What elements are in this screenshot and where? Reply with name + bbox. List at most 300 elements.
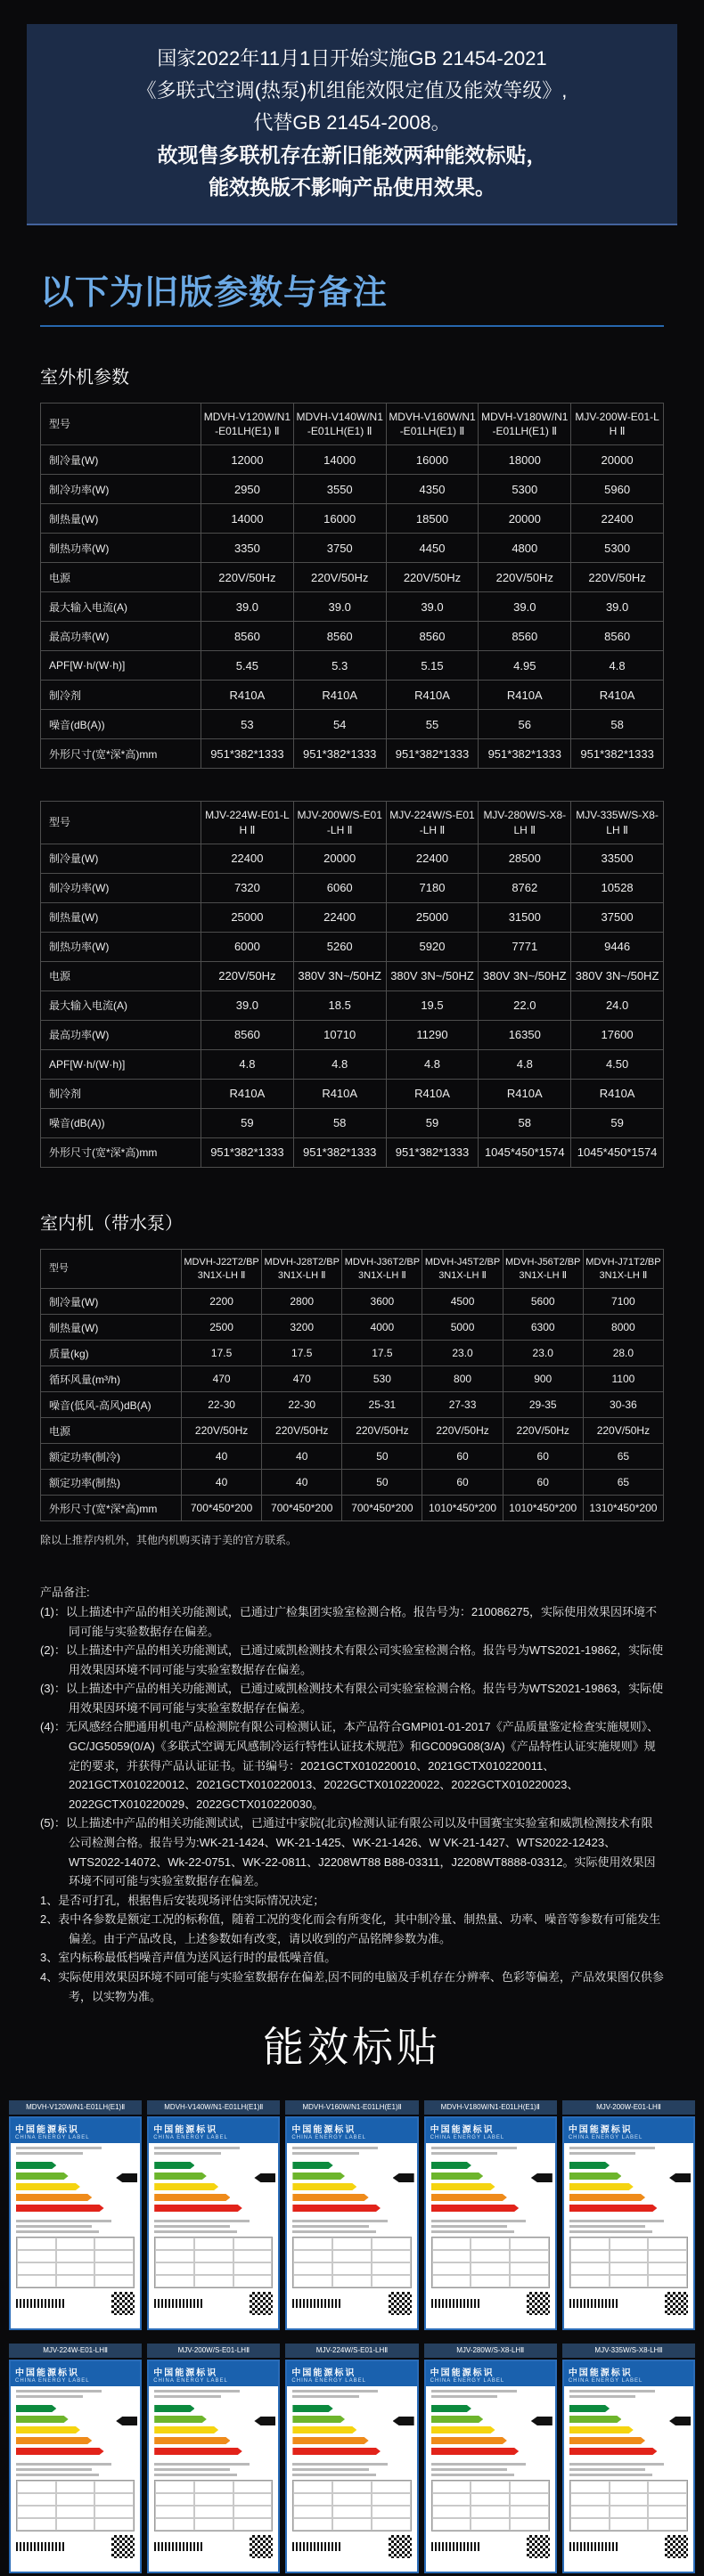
- table-row: [41, 961, 664, 990]
- value-cell: 951*382*1333: [293, 1137, 386, 1167]
- energy-label-item: [285, 2100, 418, 2330]
- text-line-placeholder: [16, 2395, 83, 2398]
- label-spec-cell: [94, 2493, 134, 2506]
- label-info-lines: [149, 2459, 278, 2476]
- china-energy-label-title: 中国能源标识: [430, 2368, 495, 2378]
- label-spec-cell: [293, 2262, 332, 2275]
- value-cell: 16000: [293, 504, 386, 534]
- label-spec-cell: [94, 2250, 134, 2262]
- label-spec-cell: [17, 2506, 56, 2518]
- model-header-cell: MDVH-J45T2/BP3N1X-LH Ⅱ: [422, 1249, 503, 1289]
- energy-label-model-name: MJV-200W/S-E01-LHⅡ: [147, 2344, 280, 2358]
- text-line-placeholder: [154, 2463, 250, 2466]
- label-info-lines: [149, 2386, 278, 2398]
- label-spec-cell: [293, 2481, 332, 2493]
- label-spec-cell: [432, 2262, 471, 2275]
- china-energy-label-subtitle: CHINA ENERGY LABEL: [15, 2135, 90, 2140]
- indoor-unit-heading: 室内机（带水泵）: [40, 1213, 183, 1234]
- model-header-cell: MJV-224W-E01-LH Ⅱ: [201, 802, 294, 844]
- notice-line-4: 故现售多联机存在新旧能效两种能效标贴，: [157, 143, 547, 167]
- value-cell: 12000: [201, 445, 294, 475]
- value-cell: 380V 3N~/50HZ: [479, 961, 571, 990]
- value-cell: 4.8: [386, 1049, 479, 1079]
- label-spec-cell: [570, 2275, 610, 2287]
- value-cell: 8560: [386, 622, 479, 651]
- text-line-placeholder: [154, 2468, 230, 2471]
- value-cell: 8560: [571, 622, 664, 651]
- efficiency-tier-4: [292, 2437, 368, 2444]
- efficiency-tier-3: [292, 2183, 356, 2190]
- label-spec-cell: [432, 2518, 471, 2531]
- value-cell: 530: [342, 1366, 422, 1392]
- value-cell: 17.5: [342, 1341, 422, 1366]
- label-spec-cell: [372, 2518, 411, 2531]
- qr-code: [111, 2535, 135, 2558]
- model-header-cell: MDVH-V180W/N1-E01LH(E1) Ⅱ: [479, 404, 571, 445]
- china-energy-label-subtitle: CHINA ENERGY LABEL: [15, 2378, 90, 2384]
- label-spec-cell: [233, 2506, 273, 2518]
- model-header-cell: MDVH-V140W/N1-E01LH(E1) Ⅱ: [293, 404, 386, 445]
- grade-indicator-arrow: [669, 2417, 691, 2425]
- value-cell: 25000: [201, 902, 294, 932]
- table-row: [41, 1079, 664, 1108]
- china-energy-label-title: 中国能源标识: [291, 2368, 356, 2378]
- efficiency-tier-1: [292, 2405, 332, 2412]
- notice-line-1: 国家2022年11月1日开始实施GB 21454-2021: [157, 47, 547, 69]
- spec-content: [0, 265, 704, 2006]
- efficiency-tier-2: [16, 2416, 69, 2423]
- value-cell: 22.0: [479, 990, 571, 1020]
- energy-label-card: [562, 2116, 695, 2330]
- row-label-cell: 制冷剂: [41, 1079, 201, 1108]
- label-spec-mini-table: [154, 2480, 273, 2531]
- title-underline: [40, 325, 664, 327]
- energy-label-model-name: MDVH-V120W/N1-E01LH(E1)Ⅱ: [9, 2100, 142, 2115]
- energy-label-card: [147, 2360, 280, 2573]
- value-cell: 39.0: [293, 592, 386, 622]
- energy-label-header-band: [149, 2118, 278, 2143]
- value-cell: 220V/50Hz: [262, 1418, 342, 1444]
- efficiency-tier-3: [16, 2183, 80, 2190]
- label-spec-cell: [155, 2493, 194, 2506]
- text-line-placeholder: [431, 2395, 498, 2398]
- value-cell: 5.45: [201, 651, 294, 681]
- table-row: [41, 844, 664, 873]
- value-cell: 2800: [262, 1289, 342, 1315]
- label-spec-cell: [432, 2493, 471, 2506]
- indoor-spec-table: [40, 1249, 664, 1522]
- energy-label-header-band: [149, 2361, 278, 2386]
- label-spec-cell: [56, 2250, 95, 2262]
- label-spec-cell: [56, 2275, 95, 2287]
- notice-line-5: 能效换版不影响产品使用效果。: [209, 175, 495, 199]
- value-cell: 951*382*1333: [201, 1137, 294, 1167]
- table-row: [41, 1392, 664, 1418]
- label-spec-cell: [17, 2262, 56, 2275]
- efficiency-tier-1: [431, 2405, 471, 2412]
- efficiency-tier-2: [292, 2172, 345, 2180]
- table-row: [41, 622, 664, 651]
- energy-label-model-name: MJV-200W-E01-LHⅡ: [562, 2100, 695, 2115]
- label-spec-cell: [570, 2518, 610, 2531]
- model-header-cell: MJV-224W/S-E01-LH Ⅱ: [386, 802, 479, 844]
- text-line-placeholder: [154, 2395, 221, 2398]
- value-cell: 220V/50Hz: [479, 563, 571, 592]
- value-cell: R410A: [293, 681, 386, 710]
- grade-indicator-arrow: [669, 2173, 691, 2182]
- label-bottom-area: [426, 2288, 555, 2315]
- table-row: [41, 932, 664, 961]
- value-cell: 1310*450*200: [583, 1496, 663, 1521]
- model-header-cell: MDVH-J22T2/BP3N1X-LH Ⅱ: [182, 1249, 262, 1289]
- label-spec-cell: [471, 2493, 510, 2506]
- row-label-cell: 循环风量(m³/h): [41, 1366, 182, 1392]
- label-bottom-area: [149, 2288, 278, 2315]
- label-spec-mini-table: [16, 2237, 135, 2288]
- table-row: [41, 1496, 664, 1521]
- table-head: [41, 802, 664, 844]
- efficiency-tier-3: [431, 2426, 495, 2433]
- efficiency-tier-bars: [149, 2157, 278, 2216]
- value-cell: 39.0: [571, 592, 664, 622]
- value-cell: 800: [422, 1366, 503, 1392]
- text-line-placeholder: [16, 2463, 111, 2466]
- grade-indicator-arrow: [116, 2417, 137, 2425]
- row-label-cell: 最高功率(W): [41, 622, 201, 651]
- value-cell: 60: [503, 1470, 583, 1496]
- efficiency-tier-4: [292, 2194, 368, 2201]
- notice-line-3: 代替GB 21454-2008。: [253, 111, 451, 134]
- barcode-block: [154, 2299, 204, 2308]
- energy-label-header-band: [11, 2361, 140, 2386]
- label-spec-cell: [293, 2493, 332, 2506]
- value-cell: 380V 3N~/50HZ: [386, 961, 479, 990]
- value-cell: 16350: [479, 1020, 571, 1049]
- label-spec-cell: [194, 2250, 233, 2262]
- row-label-cell: 制冷量(W): [41, 1289, 182, 1315]
- label-info-lines: [564, 2216, 693, 2233]
- model-header-label-cell: 型号: [41, 404, 201, 445]
- grade-indicator-arrow: [393, 2417, 414, 2425]
- value-cell: 1010*450*200: [422, 1496, 503, 1521]
- value-cell: 220V/50Hz: [583, 1418, 663, 1444]
- efficiency-tier-1: [16, 2405, 56, 2412]
- value-cell: 40: [262, 1470, 342, 1496]
- efficiency-tier-2: [292, 2416, 345, 2423]
- value-cell: 23.0: [503, 1341, 583, 1366]
- value-cell: 50: [342, 1470, 422, 1496]
- value-cell: 24.0: [571, 990, 664, 1020]
- value-cell: 8762: [479, 873, 571, 902]
- value-cell: 380V 3N~/50HZ: [571, 961, 664, 990]
- model-header-cell: MJV-280W/S-X8-LH Ⅱ: [479, 802, 571, 844]
- value-cell: 5.15: [386, 651, 479, 681]
- value-cell: R410A: [201, 681, 294, 710]
- value-cell: 25-31: [342, 1392, 422, 1418]
- label-spec-cell: [372, 2275, 411, 2287]
- table-header-row: [41, 404, 664, 445]
- text-line-placeholder: [431, 2468, 507, 2471]
- text-line-placeholder: [569, 2468, 645, 2471]
- value-cell: 3200: [262, 1315, 342, 1341]
- efficiency-tier-bars: [426, 2157, 555, 2216]
- row-label-cell: 电源: [41, 563, 201, 592]
- label-info-lines: [11, 2216, 140, 2233]
- label-spec-cell: [610, 2275, 649, 2287]
- china-energy-label-subtitle: CHINA ENERGY LABEL: [430, 2135, 505, 2140]
- efficiency-tier-5: [154, 2205, 242, 2212]
- label-spec-cell: [194, 2493, 233, 2506]
- grade-indicator-arrow: [531, 2417, 553, 2425]
- label-spec-cell: [56, 2506, 95, 2518]
- energy-label-header-band: [287, 2361, 416, 2386]
- label-spec-cell: [610, 2506, 649, 2518]
- value-cell: 1010*450*200: [503, 1496, 583, 1521]
- value-cell: 220V/50Hz: [571, 563, 664, 592]
- outdoor-spec-table-1: [40, 403, 664, 769]
- text-line-placeholder: [431, 2390, 517, 2393]
- row-label-cell: 制冷功率(W): [41, 873, 201, 902]
- barcode-block: [154, 2542, 204, 2551]
- efficiency-tier-bars: [287, 2157, 416, 2216]
- value-cell: 8000: [583, 1315, 663, 1341]
- energy-label-card: [424, 2116, 557, 2330]
- text-line-placeholder: [292, 2152, 359, 2155]
- text-line-placeholder: [16, 2225, 92, 2228]
- table-row: [41, 534, 664, 563]
- table-row: [41, 475, 664, 504]
- label-spec-cell: [471, 2518, 510, 2531]
- efficiency-tier-5: [569, 2448, 658, 2455]
- value-cell: 22-30: [262, 1392, 342, 1418]
- label-spec-cell: [432, 2481, 471, 2493]
- qr-code: [389, 2292, 412, 2315]
- row-label-cell: 制冷量(W): [41, 844, 201, 873]
- value-cell: R410A: [479, 681, 571, 710]
- label-spec-cell: [155, 2238, 194, 2250]
- value-cell: 37500: [571, 902, 664, 932]
- table-row: [41, 592, 664, 622]
- energy-label-card: [285, 2360, 418, 2573]
- value-cell: 700*450*200: [182, 1496, 262, 1521]
- text-line-placeholder: [154, 2230, 237, 2233]
- qr-code: [250, 2535, 273, 2558]
- label-spec-cell: [510, 2481, 549, 2493]
- efficiency-tier-2: [431, 2172, 484, 2180]
- label-spec-mini-table: [292, 2237, 411, 2288]
- energy-label-item: [562, 2100, 695, 2330]
- value-cell: 59: [571, 1108, 664, 1137]
- label-spec-cell: [94, 2238, 134, 2250]
- label-spec-cell: [510, 2493, 549, 2506]
- value-cell: 28.0: [583, 1341, 663, 1366]
- row-label-cell: APF[W·h/(W·h)]: [41, 651, 201, 681]
- value-cell: 7100: [583, 1289, 663, 1315]
- qr-code: [527, 2535, 550, 2558]
- value-cell: 4.8: [201, 1049, 294, 1079]
- label-info-lines: [11, 2143, 140, 2155]
- table-head: [41, 1249, 664, 1289]
- barcode-block: [569, 2299, 619, 2308]
- value-cell: 5300: [479, 475, 571, 504]
- text-line-placeholder: [431, 2474, 514, 2476]
- label-spec-cell: [155, 2250, 194, 2262]
- value-cell: 220V/50Hz: [386, 563, 479, 592]
- barcode-block: [16, 2299, 66, 2308]
- efficiency-tier-1: [16, 2162, 56, 2169]
- china-energy-label-subtitle: CHINA ENERGY LABEL: [568, 2378, 643, 2384]
- label-spec-cell: [56, 2518, 95, 2531]
- efficiency-tier-5: [16, 2205, 104, 2212]
- china-energy-label-title: 中国能源标识: [430, 2125, 495, 2135]
- china-energy-label-title: 中国能源标识: [15, 2368, 79, 2378]
- value-cell: 20000: [479, 504, 571, 534]
- value-cell: 39.0: [201, 990, 294, 1020]
- label-spec-cell: [372, 2238, 411, 2250]
- label-spec-cell: [570, 2493, 610, 2506]
- energy-label-card: [424, 2360, 557, 2573]
- text-line-placeholder: [431, 2463, 527, 2466]
- value-cell: 39.0: [479, 592, 571, 622]
- energy-label-item: [285, 2344, 418, 2573]
- efficiency-tier-5: [292, 2448, 381, 2455]
- efficiency-tier-1: [154, 2162, 194, 2169]
- value-cell: 58: [293, 1108, 386, 1137]
- china-energy-label-subtitle: CHINA ENERGY LABEL: [153, 2378, 228, 2384]
- qr-code: [527, 2292, 550, 2315]
- value-cell: 3750: [293, 534, 386, 563]
- row-label-cell: APF[W·h/(W·h)]: [41, 1049, 201, 1079]
- efficiency-tier-4: [154, 2437, 230, 2444]
- label-spec-cell: [293, 2275, 332, 2287]
- label-spec-mini-table: [431, 2237, 550, 2288]
- efficiency-tier-bars: [564, 2157, 693, 2216]
- value-cell: 16000: [386, 445, 479, 475]
- table-row: [41, 1418, 664, 1444]
- value-cell: 5.3: [293, 651, 386, 681]
- efficiency-tier-4: [431, 2194, 507, 2201]
- text-line-placeholder: [569, 2390, 655, 2393]
- text-line-placeholder: [292, 2147, 378, 2149]
- label-spec-cell: [648, 2506, 687, 2518]
- label-spec-cell: [332, 2250, 372, 2262]
- value-cell: 5600: [503, 1289, 583, 1315]
- efficiency-tier-5: [16, 2448, 104, 2455]
- text-line-placeholder: [292, 2468, 368, 2471]
- value-cell: 4350: [386, 475, 479, 504]
- value-cell: 54: [293, 710, 386, 739]
- label-spec-cell: [56, 2238, 95, 2250]
- label-spec-cell: [648, 2481, 687, 2493]
- value-cell: 220V/50Hz: [201, 961, 294, 990]
- energy-label-header-band: [426, 2361, 555, 2386]
- value-cell: 18000: [479, 445, 571, 475]
- indoor-table-footnote: 除以上推荐内机外，其他内机购买请于美的官方联系。: [40, 1534, 298, 1547]
- label-spec-cell: [432, 2238, 471, 2250]
- label-spec-cell: [610, 2238, 649, 2250]
- table-row: [41, 873, 664, 902]
- label-spec-cell: [17, 2481, 56, 2493]
- value-cell: 1045*450*1574: [479, 1137, 571, 1167]
- row-label-cell: 制热量(W): [41, 1315, 182, 1341]
- value-cell: 8560: [201, 1020, 294, 1049]
- efficiency-tier-1: [292, 2162, 332, 2169]
- efficiency-tier-4: [569, 2194, 645, 2201]
- row-label-cell: 制热功率(W): [41, 932, 201, 961]
- label-spec-cell: [332, 2238, 372, 2250]
- label-info-lines: [287, 2386, 416, 2398]
- value-cell: 8560: [479, 622, 571, 651]
- barcode-block: [16, 2542, 66, 2551]
- label-spec-cell: [471, 2238, 510, 2250]
- text-line-placeholder: [431, 2147, 517, 2149]
- value-cell: 17600: [571, 1020, 664, 1049]
- label-spec-cell: [194, 2275, 233, 2287]
- label-spec-cell: [610, 2493, 649, 2506]
- energy-label-header-band: [11, 2118, 140, 2143]
- label-spec-cell: [471, 2506, 510, 2518]
- label-spec-cell: [94, 2506, 134, 2518]
- outdoor-unit-heading: 室外机参数: [40, 368, 129, 387]
- label-info-lines: [149, 2216, 278, 2233]
- efficiency-tier-2: [154, 2172, 207, 2180]
- label-spec-cell: [570, 2238, 610, 2250]
- label-bottom-area: [564, 2531, 693, 2558]
- label-spec-cell: [510, 2262, 549, 2275]
- value-cell: 33500: [571, 844, 664, 873]
- label-spec-mini-table: [569, 2480, 688, 2531]
- label-spec-cell: [293, 2238, 332, 2250]
- value-cell: 2500: [182, 1315, 262, 1341]
- value-cell: 220V/50Hz: [422, 1418, 503, 1444]
- model-header-cell: MJV-335W/S-X8-LH Ⅱ: [571, 802, 664, 844]
- model-header-cell: MDVH-J56T2/BP3N1X-LH Ⅱ: [503, 1249, 583, 1289]
- value-cell: 3550: [293, 475, 386, 504]
- label-bottom-area: [11, 2288, 140, 2315]
- efficiency-tier-3: [292, 2426, 356, 2433]
- row-label-cell: 外形尺寸(宽*深*高)mm: [41, 1496, 182, 1521]
- china-energy-label-subtitle: CHINA ENERGY LABEL: [430, 2378, 505, 2384]
- text-line-placeholder: [292, 2220, 388, 2222]
- text-line-placeholder: [292, 2395, 359, 2398]
- row-label-cell: 制冷功率(W): [41, 475, 201, 504]
- value-cell: R410A: [571, 1079, 664, 1108]
- efficiency-tier-1: [569, 2405, 610, 2412]
- energy-label-model-name: MDVH-V160W/N1-E01LH(E1)Ⅱ: [285, 2100, 418, 2115]
- row-label-cell: 额定功率(制热): [41, 1470, 182, 1496]
- label-spec-cell: [510, 2275, 549, 2287]
- energy-label-item: [9, 2100, 142, 2330]
- value-cell: 59: [386, 1108, 479, 1137]
- table-header-row: [41, 1249, 664, 1289]
- notice-line-2: 《多联式空调(热泵)机组能效限定值及能效等级》,: [136, 79, 568, 102]
- energy-label-item: [9, 2344, 142, 2573]
- text-line-placeholder: [16, 2474, 99, 2476]
- value-cell: 1100: [583, 1366, 663, 1392]
- text-line-placeholder: [154, 2225, 230, 2228]
- label-spec-cell: [570, 2262, 610, 2275]
- old-version-params-title: 以下为旧版参数与备注: [40, 274, 389, 312]
- row-label-cell: 质量(kg): [41, 1341, 182, 1366]
- energy-label-card: [562, 2360, 695, 2573]
- value-cell: 11290: [386, 1020, 479, 1049]
- label-spec-cell: [610, 2518, 649, 2531]
- text-line-placeholder: [569, 2225, 645, 2228]
- model-header-cell: MJV-200W-E01-LH Ⅱ: [571, 404, 664, 445]
- label-bottom-area: [11, 2531, 140, 2558]
- efficiency-tier-4: [16, 2194, 92, 2201]
- value-cell: 14000: [201, 504, 294, 534]
